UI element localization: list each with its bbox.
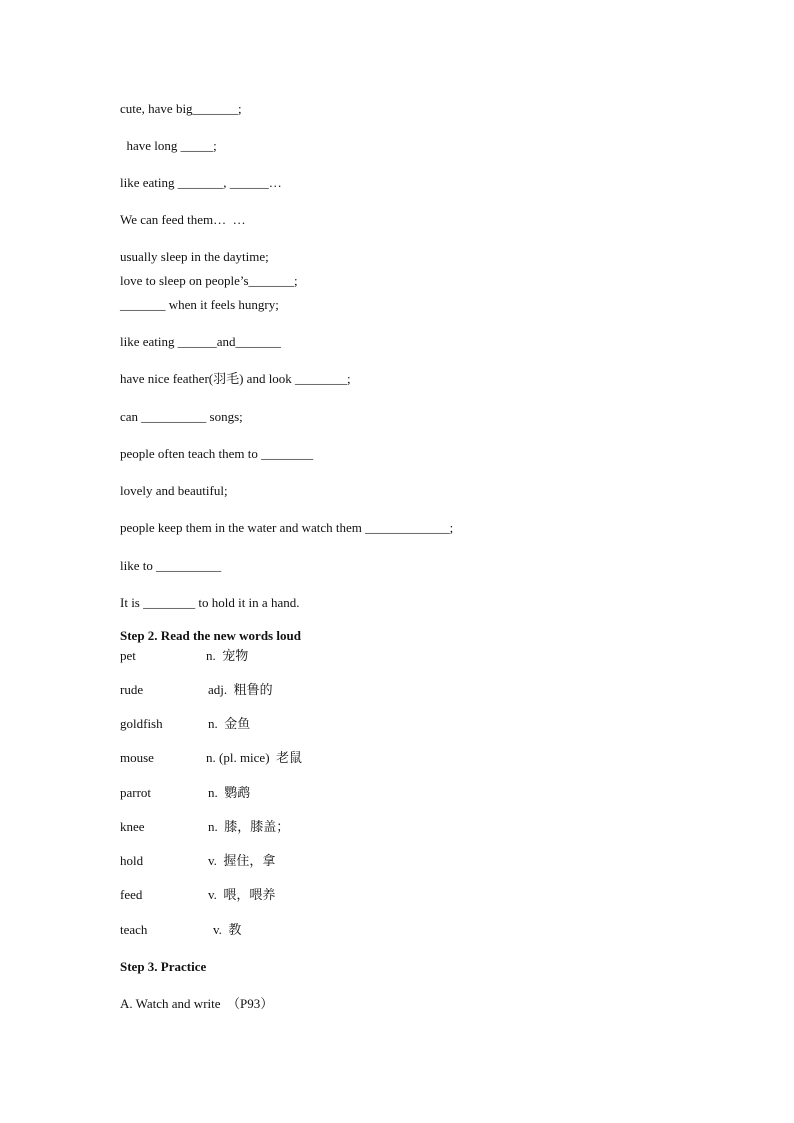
line-nice-feather: have nice feather(羽毛) and look ________; [120,371,351,386]
line-when-hungry: _______ when it feels hungry; [120,297,279,312]
vocab-word: rude [120,682,144,697]
line-cute: cute, have big_______; [120,101,242,116]
vocab-definition: v. 握住，拿 [208,853,276,868]
vocab-definition: adj. 粗鲁的 [208,682,273,697]
vocab-row [120,682,520,698]
vocab-word: teach [120,922,148,937]
step3-item-a: A. Watch and write （P93） [120,996,274,1011]
line-love-to-sleep: love to sleep on people’s_______; [120,273,298,288]
vocab-word: knee [120,819,145,834]
vocab-word: feed [120,887,143,902]
vocab-definition: n. 鹦鹉 [208,785,251,800]
line-usually-sleep: usually sleep in the daytime; [120,249,269,264]
vocab-definition: v. 喂，喂养 [208,887,276,902]
line-have-long: have long _____; [120,138,217,153]
step2-heading: Step 2. Read the new words loud [120,628,301,643]
vocab-definition: n. 宠物 [206,648,249,663]
vocab-word: hold [120,853,144,868]
vocab-word: mouse [120,750,154,765]
line-like-to: like to __________ [120,558,222,573]
vocab-definition: n. 金鱼 [208,716,251,731]
vocab-word: parrot [120,785,152,800]
vocab-row [120,716,520,732]
vocab-row [120,785,520,801]
line-like-eating-2: like eating ______and_______ [120,334,282,349]
line-like-eating-1: like eating _______, ______… [120,175,282,190]
vocab-row [120,648,520,664]
line-keep-in-water: people keep them in the water and watch them _____________; [120,520,454,535]
vocab-definition: n. 膝，膝盖； [208,819,290,834]
line-lovely: lovely and beautiful; [120,483,228,498]
vocab-row [120,853,520,869]
vocab-word: goldfish [120,716,163,731]
line-can-songs: can __________ songs; [120,409,243,424]
vocab-row [120,887,520,903]
vocab-row [120,922,520,938]
vocab-row [120,819,520,835]
line-we-can-feed: We can feed them… … [120,212,246,227]
vocab-word: pet [120,648,136,663]
step3-heading: Step 3. Practice [120,959,207,974]
vocab-row [120,750,520,766]
line-hold-in-hand: It is ________ to hold it in a hand. [120,595,300,610]
line-teach-them: people often teach them to ________ [120,446,314,461]
vocab-definition: n. (pl. mice) 老鼠 [206,750,303,765]
vocab-definition: v. 教 [213,922,242,937]
